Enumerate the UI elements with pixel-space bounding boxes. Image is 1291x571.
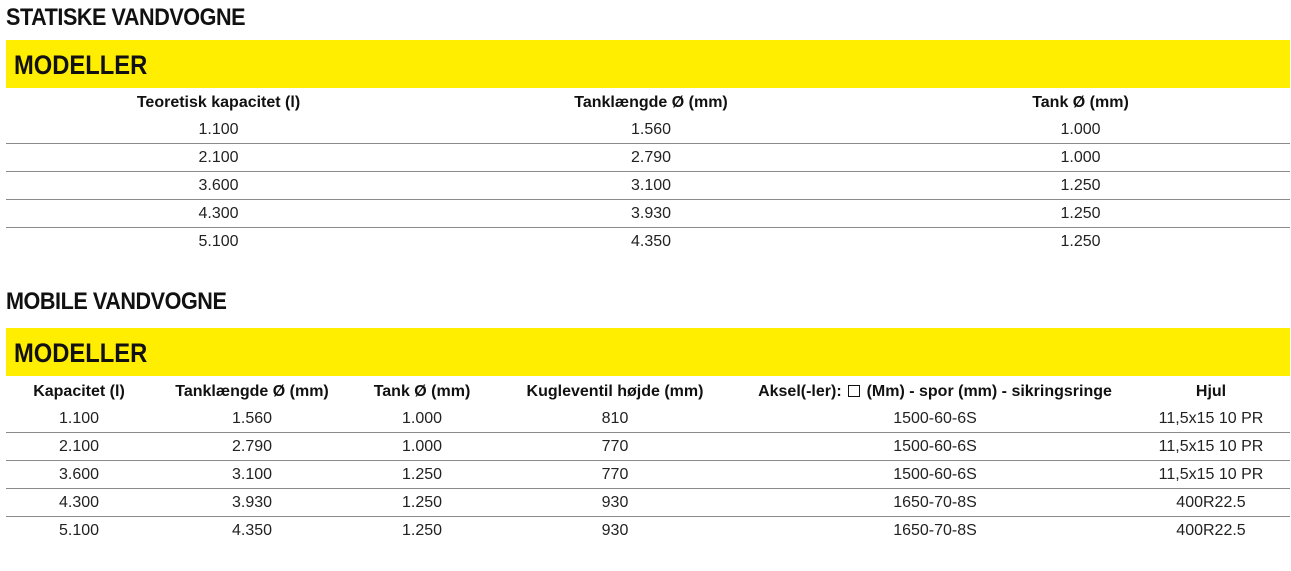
tank-diameter-cell: 1.250	[401, 465, 443, 483]
ball-valve-height-cell: 770	[601, 465, 629, 483]
table-row	[6, 489, 1290, 517]
wheel-cell: 11,5x15 10 PR	[1158, 409, 1264, 427]
table-row	[6, 172, 1290, 200]
tank-length-cell: 3.100	[630, 176, 672, 194]
mobile-table-header-row	[6, 378, 1290, 405]
capacity-cell: 4.300	[58, 493, 100, 511]
tank-length-cell: 2.790	[231, 437, 273, 455]
mobile-models-band	[6, 328, 1290, 376]
tank-diameter-cell: 1.250	[1060, 204, 1101, 222]
wheel-cell: 11,5x15 10 PR	[1158, 437, 1264, 455]
axle-cell: 1650-70-8S	[893, 521, 977, 539]
capacity-cell: 4.300	[198, 204, 239, 222]
tank-diameter-cell: 1.000	[401, 437, 443, 455]
wheel-cell: 400R22.5	[1176, 521, 1246, 539]
ball-valve-height-cell: 810	[601, 409, 629, 427]
static-col-tank-length: Tanklængde Ø (mm)	[574, 93, 728, 111]
axle-header-suffix: (Mm) - spor (mm) - sikringsringe	[866, 382, 1112, 400]
capacity-cell: 3.600	[198, 176, 239, 194]
tank-diameter-cell: 1.250	[1060, 232, 1101, 250]
mobile-models-table	[6, 378, 1290, 544]
axle-cell: 1500-60-6S	[893, 437, 977, 455]
mobile-col-wheel: Hjul	[1195, 382, 1227, 400]
capacity-cell: 1.100	[58, 409, 100, 427]
mobile-models-label: MODELLER	[14, 338, 148, 368]
capacity-cell: 5.100	[58, 521, 100, 539]
static-models-table	[6, 89, 1290, 255]
static-models-band	[6, 40, 1290, 88]
tank-length-cell: 3.930	[630, 204, 672, 222]
square-icon	[848, 385, 860, 397]
static-table-header-row	[6, 89, 1290, 116]
mobile-section-title: MOBILE VANDVOGNE	[6, 288, 227, 315]
capacity-cell: 1.100	[198, 120, 239, 138]
tank-diameter-cell: 1.250	[401, 521, 443, 539]
mobile-col-axle	[738, 378, 1132, 405]
axle-cell: 1500-60-6S	[893, 409, 977, 427]
tank-length-cell: 4.350	[630, 232, 672, 250]
capacity-cell: 3.600	[58, 465, 100, 483]
axle-cell: 1500-60-6S	[893, 465, 977, 483]
ball-valve-height-cell: 930	[601, 521, 629, 539]
tank-diameter-cell: 1.000	[1060, 148, 1101, 166]
static-models-label: MODELLER	[14, 50, 148, 80]
tank-length-cell: 1.560	[630, 120, 672, 138]
capacity-cell: 2.100	[198, 148, 239, 166]
capacity-cell: 2.100	[58, 437, 100, 455]
table-row	[6, 144, 1290, 172]
ball-valve-height-cell: 930	[601, 493, 629, 511]
mobile-col-tank-length: Tanklængde Ø (mm)	[175, 382, 329, 400]
table-row	[6, 517, 1290, 545]
table-row	[6, 433, 1290, 461]
static-section-title: STATISKE VANDVOGNE	[6, 4, 246, 31]
tank-length-cell: 3.100	[231, 465, 273, 483]
tank-diameter-cell: 1.250	[401, 493, 443, 511]
mobile-col-ball-valve-height: Kugleventil højde (mm)	[526, 382, 704, 400]
table-row	[6, 461, 1290, 489]
capacity-cell: 5.100	[198, 232, 239, 250]
axle-header-prefix: Aksel(-ler):	[758, 382, 842, 400]
mobile-col-tank-diameter: Tank Ø (mm)	[373, 382, 471, 400]
table-row	[6, 200, 1290, 228]
tank-length-cell: 4.350	[231, 521, 273, 539]
tank-diameter-cell: 1.000	[1060, 120, 1101, 138]
table-row	[6, 405, 1290, 433]
ball-valve-height-cell: 770	[601, 437, 629, 455]
static-col-capacity: Teoretisk kapacitet (l)	[136, 93, 301, 111]
table-row	[6, 116, 1290, 144]
tank-diameter-cell: 1.000	[401, 409, 443, 427]
table-row	[6, 228, 1290, 256]
static-col-tank-diameter: Tank Ø (mm)	[1032, 93, 1129, 111]
tank-length-cell: 1.560	[231, 409, 273, 427]
wheel-cell: 400R22.5	[1176, 493, 1246, 511]
wheel-cell: 11,5x15 10 PR	[1158, 465, 1264, 483]
mobile-col-capacity: Kapacitet (l)	[33, 382, 125, 400]
axle-cell: 1650-70-8S	[893, 493, 977, 511]
tank-diameter-cell: 1.250	[1060, 176, 1101, 194]
tank-length-cell: 2.790	[630, 148, 672, 166]
tank-length-cell: 3.930	[231, 493, 273, 511]
